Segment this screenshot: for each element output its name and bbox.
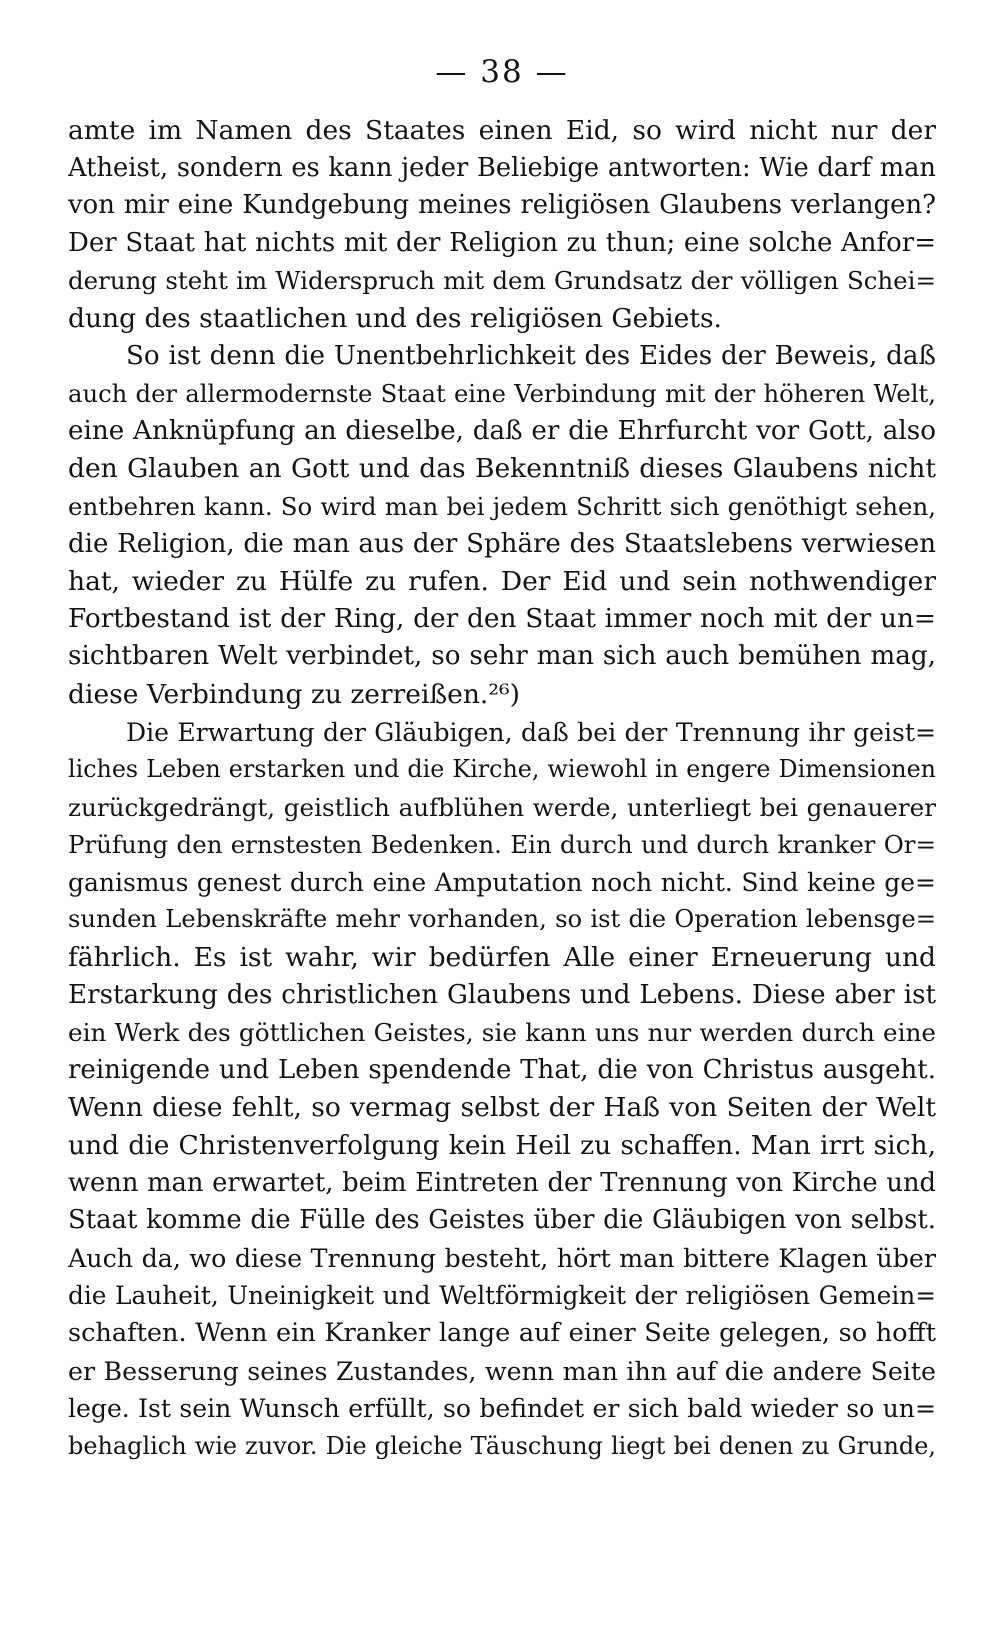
- text-line: lege. Ist sein Wunsch erfüllt, so befindet er sich bald wieder so un=: [68, 1394, 936, 1424]
- text-line: Prüfung den ernstesten Bedenken. Ein durch und durch kranker Or=: [68, 830, 936, 860]
- text-line: von mir eine Kundgebung meines religiösen Glaubens verlangen?: [68, 190, 936, 221]
- paragraph-1: [68, 112, 936, 338]
- text-line: derung steht im Widerspruch mit dem Grundsatz der völligen Schei=: [68, 266, 936, 296]
- text-line: schaften. Wenn ein Kranker lange auf einer Seite gelegen, so hofft: [68, 1318, 936, 1348]
- text-line: sichtbaren Welt verbindet, so sehr man sich auch bemühen mag,: [68, 641, 936, 672]
- text-line: zurückgedrängt, geistlich aufblühen werde, unterliegt bei genauerer: [68, 792, 936, 822]
- text-line: auch der allermodernste Staat eine Verbindung mit der höheren Welt,: [68, 379, 936, 409]
- text-line: Staat komme die Fülle des Geistes über die Gläubigen von selbst.: [68, 1205, 936, 1236]
- text-line: Erstarkung des christlichen Glaubens und Lebens. Diese aber ist: [68, 979, 936, 1010]
- text-line: er Besserung seines Zustandes, wenn man ihn auf die andere Seite: [68, 1356, 936, 1386]
- text-line: Der Staat hat nichts mit der Religion zu thun; eine solche Anfor=: [68, 227, 936, 258]
- text-line: Fortbestand ist der Ring, der den Staat immer noch mit der un=: [68, 603, 936, 634]
- text-line: liches Leben erstarken und die Kirche, wiewohl in engere Dimensionen: [68, 755, 936, 784]
- text-line: die Lauheit, Uneinigkeit und Weltförmigkeit der religiösen Gemein=: [68, 1281, 936, 1311]
- text-line: reinigende und Leben spendende That, die von Christus ausgeht.: [68, 1054, 936, 1085]
- page-body: [68, 112, 936, 1465]
- text-line: Die Erwartung der Gläubigen, daß bei der Trennung ihr geist=: [126, 717, 936, 747]
- text-line: wenn man erwartet, beim Eintreten der Trennung von Kirche und: [68, 1167, 936, 1198]
- paragraph-2: [68, 338, 936, 714]
- text-line: Atheist, sondern es kann jeder Beliebige antworten: Wie darf man: [68, 152, 936, 183]
- text-line: ein Werk des göttlichen Geistes, sie kann uns nur werden durch eine: [68, 1018, 936, 1048]
- book-page: [68, 52, 936, 1632]
- text-line: entbehren kann. So wird man bei jedem Schritt sich genöthigt sehen,: [68, 491, 936, 521]
- text-line: Wenn diese fehlt, so vermag selbst der Haß von Seiten der Welt: [68, 1092, 936, 1124]
- text-line: sunden Lebenskräfte mehr vorhanden, so ist die Operation lebensge=: [68, 905, 936, 934]
- text-line: Auch da, wo diese Trennung besteht, hört man bittere Klagen über: [68, 1242, 936, 1273]
- text-line: und die Christenverfolgung kein Heil zu schaffen. Man irrt sich,: [68, 1130, 936, 1162]
- text-line: eine Anknüpfung an dieselbe, daß er die Ehrfurcht vor Gott, also: [68, 415, 936, 446]
- text-line: behaglich wie zuvor. Die gleiche Täuschung liegt bei denen zu Grunde,: [68, 1431, 936, 1460]
- text-line: dung des staatlichen und des religiösen Gebiets.: [68, 302, 722, 334]
- text-line: ganismus genest durch eine Amputation noch nicht. Sind keine ge=: [68, 867, 936, 897]
- text-line: amte im Namen des Staates einen Eid, so wird nicht nur der: [68, 115, 936, 146]
- text-line: So ist denn die Unentbehrlichkeit des Eides der Beweis, daß: [126, 340, 936, 371]
- paragraph-3: [68, 714, 936, 1466]
- page-number: — 38 —: [435, 54, 569, 90]
- text-line: fährlich. Es ist wahr, wir bedürfen Alle einer Erneuerung und: [68, 942, 936, 974]
- text-line: hat, wieder zu Hülfe zu rufen. Der Eid und sein nothwendiger: [68, 566, 936, 598]
- text-line: die Religion, die man aus der Sphäre des Staatslebens verwiesen: [68, 528, 936, 559]
- text-line: diese Verbindung zu zerreißen.²⁶): [68, 678, 520, 710]
- text-line: den Glauben an Gott und das Bekenntniß dieses Glaubens nicht: [68, 453, 936, 485]
